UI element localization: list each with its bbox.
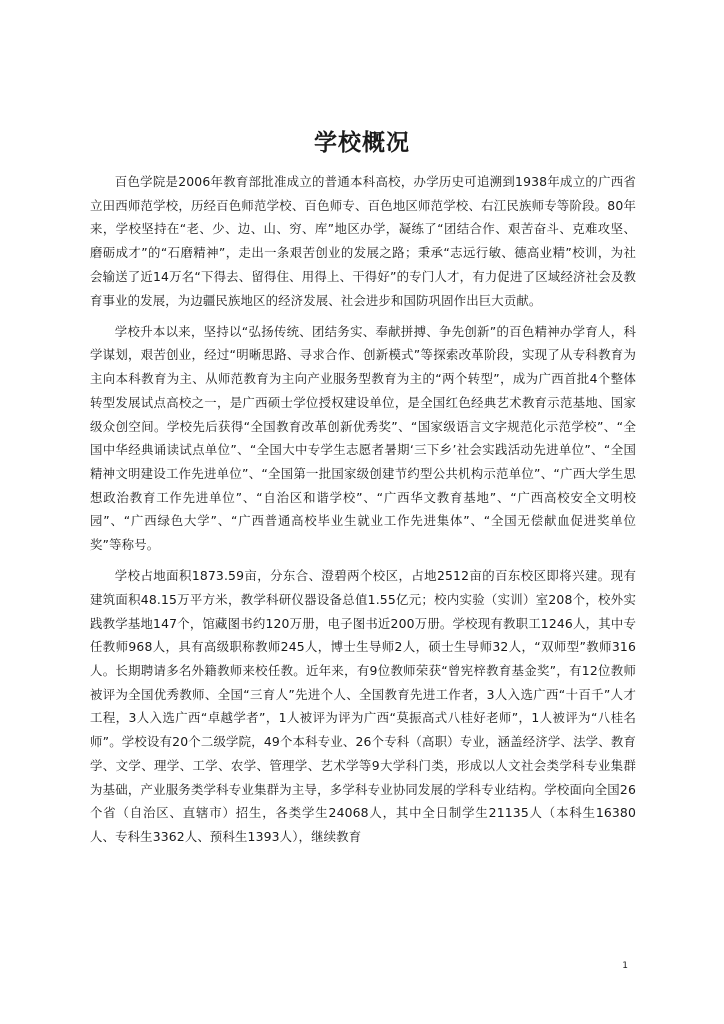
page-number: 1: [622, 961, 628, 971]
document-body: [90, 170, 636, 856]
paragraph-development: 学校升本以来，坚持以“弘扬传统、团结务实、奉献拼搏、争先创新”的百色精神办学育人，科学谋划，艰苦创业，经过“明晰思路、寻求合作、创新模式”等探索改革阶段，实现了从专科教育为主向本科教育为主、从师范教育为主向产业服务型教育为主的“两个转型”，成为广西首批4个整体转型发展试点高校之一，是广西硕士学位授权建设单位，是全国红色经典艺术教育示范基地、国家级众创空间。学校先后获得“全国教育改革创新优秀奖”、“国家级语言文字规范化示范学校”、“全国中华经典诵读试点单位”、“全国大中专学生志愿者暑期‘三下乡’社会实践活动先进单位”、“全国精神文明建设工作先进单位”、“全国第一批国家级创建节约型公共机构示范单位”、“广西大学生思想政治教育工作先进单位”、“自治区和谐学校”、“广西华文教育基地”、“广西高校安全文明校园”、“广西绿色大学”、“广西普通高校毕业生就业工作先进集体”、“全国无偿献血促进奖单位奖”等称号。: [90, 323, 636, 553]
paragraph-facilities: 学校占地面积1873.59亩，分东合、澄碧两个校区，占地2512亩的百东校区即将兴建。现有建筑面积48.15万平方米，教学科研仪器设备总值1.55亿元；校内实验（实训）室208个，校外实践教学基地147个，馆藏图书约120万册，电子图书近200万册。学校现有教职工1246人，其中专任教师968人，具有高级职称教师245人，博士生导师2人，硕士生导师32人，“双师型”教师316人。长期聘请多名外籍教师来校任教。近年来，有9位教师荣获“曾宪梓教育基金奖”，有12位教师被评为全国优秀教师、全国“三育人”先进个人、全国教育先进工作者，3人入选广西“十百千”人才工程，3人入选广西“卓越学者”，1人被评为评为广西“莫振高式八桂好老师”，1人被评为“八桂名师”。学校设有20个二级学院，49个本科专业、26个专科（高职）专业，涵盖经济学、法学、教育学、文学、理学、工学、农学、管理学、艺术学等9大学科门类，形成以人文社会类学科专业集群为基础，产业服务类学科专业集群为主导，多学科专业协同发展的学科专业结构。学校面向全国26个省（自治区、直辖市）招生，各类学生24068人，其中全日制学生21135人（本科生16380人、专科生3362人、预科生1393人），继续教育: [90, 568, 636, 844]
page-title: 学校概况: [314, 130, 410, 156]
paragraph-history: 百色学院是2006年教育部批准成立的普通本科高校，办学历史可追溯到1938年成立的广西省立田西师范学校，历经百色师范学校、百色师专、百色地区师范学校、右江民族师专等阶段。80年来，学校坚持在“老、少、边、山、穷、库”地区办学，凝练了“团结合作、艰苦奋斗、克难攻坚、磨砺成才”的“石磨精神”，走出一条艰苦创业的发展之路；秉承“志远行敏、德高业精”校训，为社会输送了近14万名“下得去、留得住、用得上、干得好”的专门人才，有力促进了区域经济社会及教育事业的发展，为边疆民族地区的经济发展、社会进步和国防巩固作出巨大贡献。: [90, 174, 636, 308]
